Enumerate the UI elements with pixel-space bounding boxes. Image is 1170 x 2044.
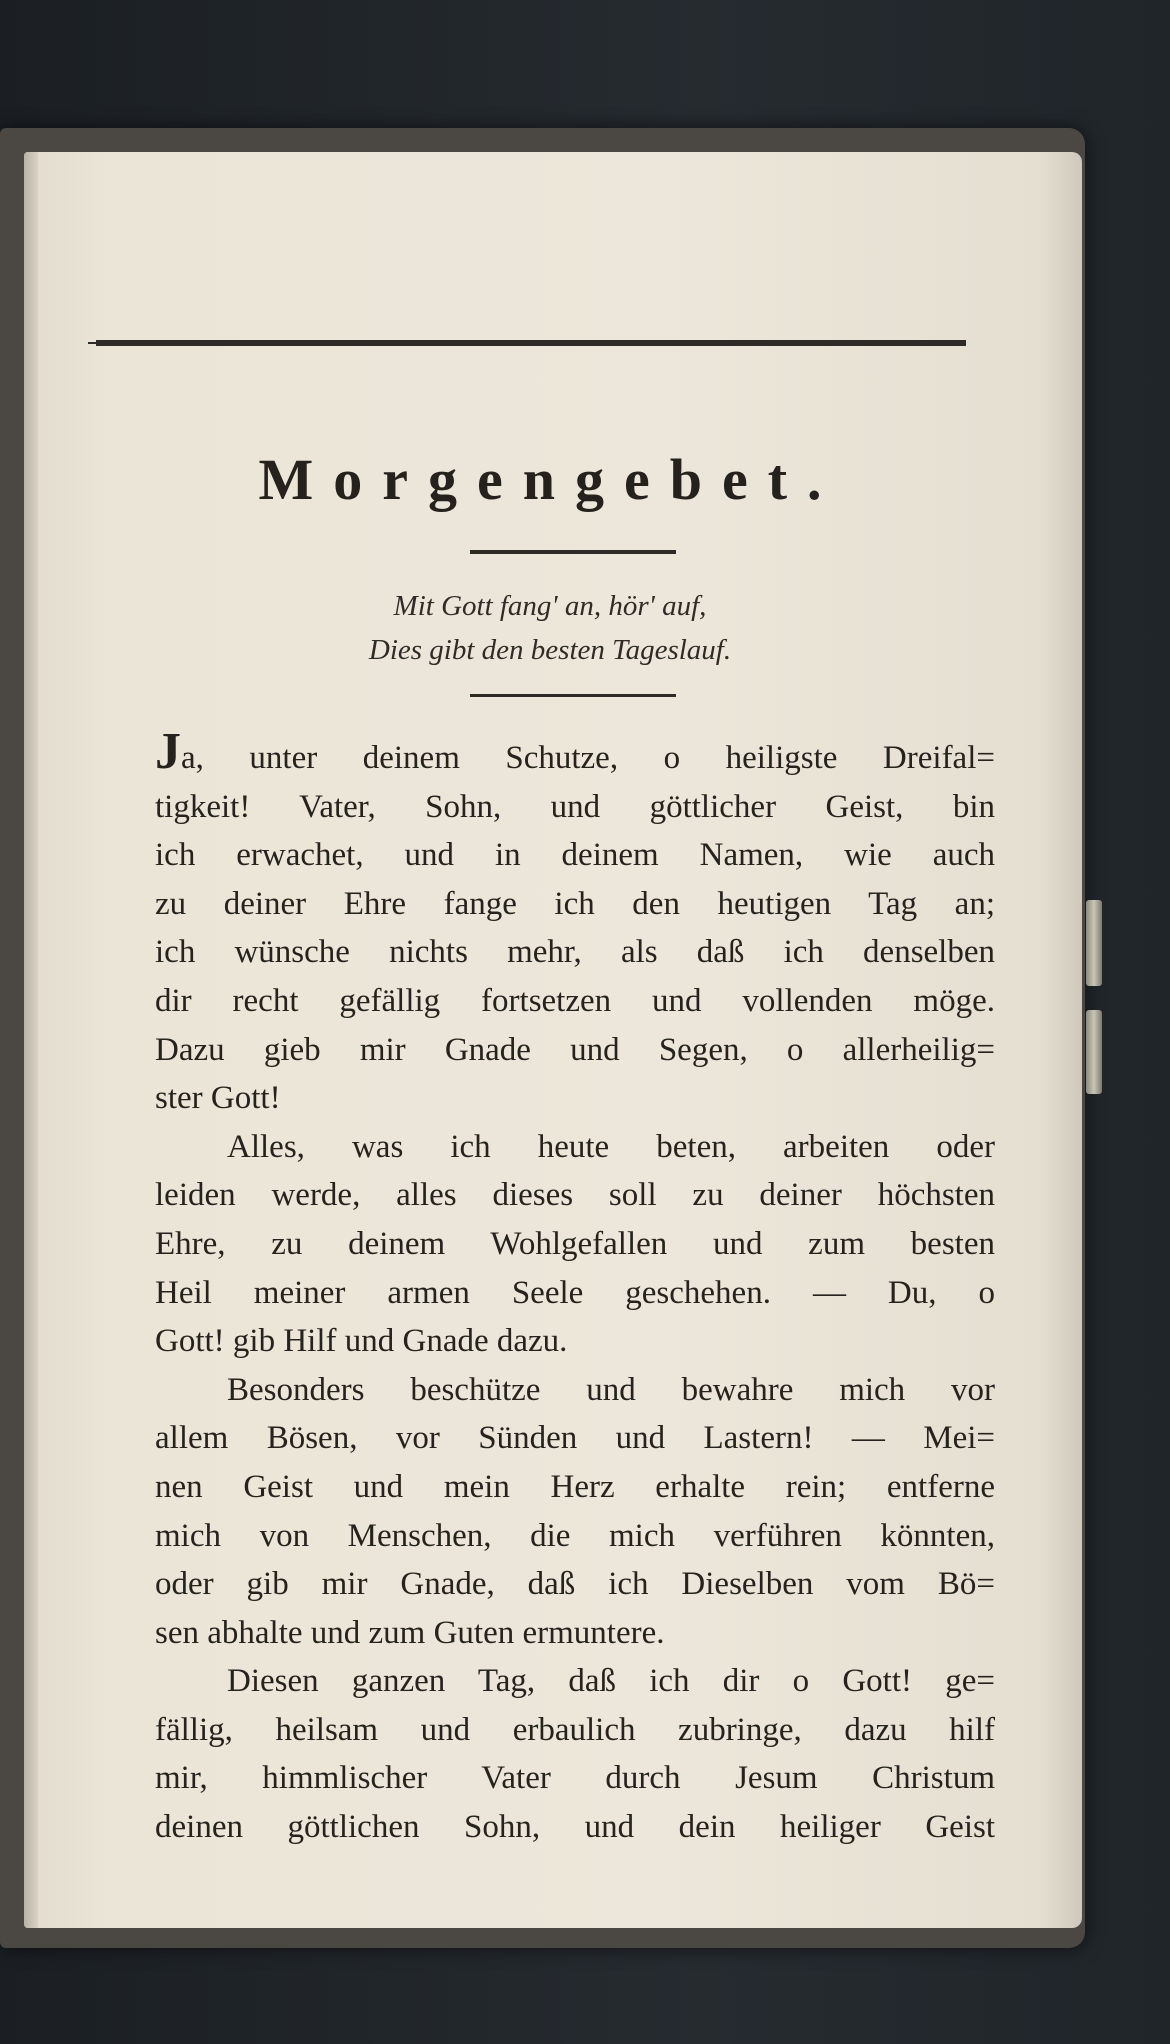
- text-line: ich erwachet, und in deinem Namen, wie auch: [155, 837, 995, 874]
- text-line: nen Geist und mein Herz erhalte rein; entferne: [155, 1468, 995, 1505]
- book-clasp-lower: [1086, 1010, 1102, 1094]
- text-line: Gott! gib Hilf und Gnade dazu.: [155, 1323, 568, 1360]
- page-gutter: [24, 152, 38, 1928]
- text-line: leiden werde, alles dieses soll zu deiner höchsten: [155, 1177, 995, 1214]
- text-line: ich wünsche nichts mehr, als daß ich denselben: [155, 934, 995, 971]
- header-rule: [96, 340, 966, 346]
- book-clasp-upper: [1086, 900, 1102, 986]
- text-line: mich von Menschen, die mich verführen könnten,: [155, 1517, 995, 1554]
- text-line: Dazu gieb mir Gnade und Segen, o allerheilig=: [155, 1031, 995, 1068]
- title-rule: [470, 550, 676, 554]
- motto-rule: [470, 694, 676, 697]
- text-line: dir recht gefällig fortsetzen und vollenden möge.: [155, 982, 995, 1019]
- page-title: Morgengebet.: [258, 447, 842, 512]
- text-line: allem Bösen, vor Sünden und Lastern! — Mei=: [155, 1420, 995, 1457]
- text-line: tigkeit! Vater, Sohn, und göttlicher Geist, bin: [155, 788, 995, 825]
- text-line: deinen göttlichen Sohn, und dein heiliger Geist: [155, 1809, 995, 1846]
- text-line: oder gib mir Gnade, daß ich Dieselben vom Bö=: [155, 1566, 995, 1603]
- prayer-text: [155, 732, 995, 1852]
- text-line: Besonders beschütze und bewahre mich vor: [227, 1371, 995, 1408]
- text-line: Alles, was ich heute beten, arbeiten oder: [227, 1128, 995, 1165]
- text-line: zu deiner Ehre fange ich den heutigen Tag an;: [155, 885, 995, 922]
- motto-line: Mit Gott fang' an, hör' auf,: [393, 590, 707, 622]
- motto-line: Dies gibt den besten Tageslauf.: [368, 634, 732, 666]
- drop-cap: J: [155, 732, 181, 780]
- text-line: Ja, unter deinem Schutze, o heiligste Dreifal=: [155, 732, 995, 783]
- text-line: Diesen ganzen Tag, daß ich dir o Gott! ge=: [227, 1663, 995, 1700]
- text-line: Ehre, zu deinem Wohlgefallen und zum besten: [155, 1225, 995, 1262]
- text-line: fällig, heilsam und erbaulich zubringe, dazu hilf: [155, 1711, 995, 1748]
- text-line: Heil meiner armen Seele geschehen. — Du, o: [155, 1274, 995, 1311]
- text-line: mir, himmlischer Vater durch Jesum Christum: [155, 1760, 995, 1797]
- text-line: ster Gott!: [155, 1080, 281, 1117]
- text-line: sen abhalte und zum Guten ermuntere.: [155, 1614, 665, 1651]
